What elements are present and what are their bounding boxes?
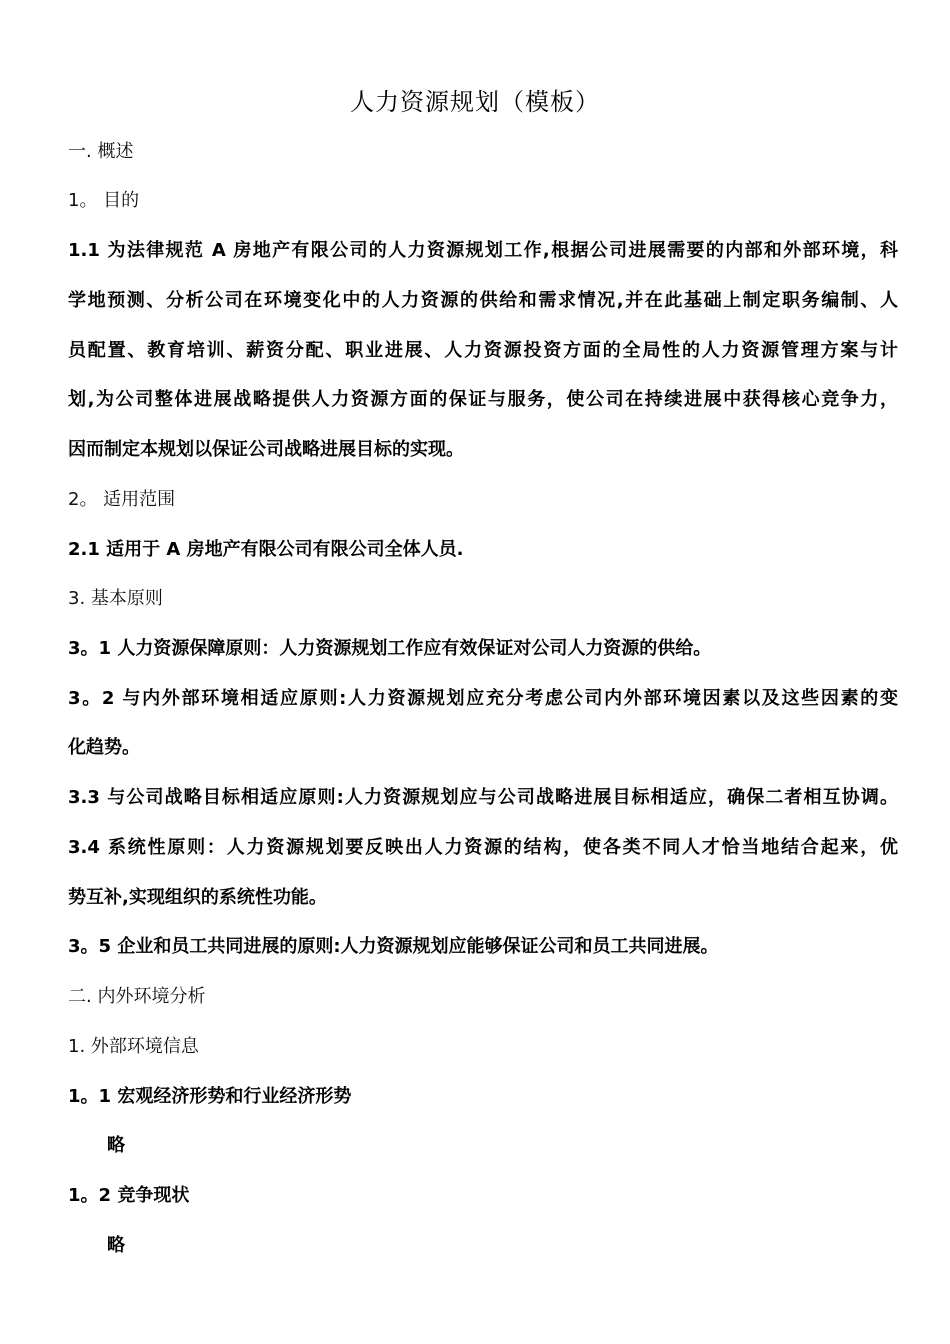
paragraph-scope: 2.1 适用于 A 房地产有限公司有限公司全体人员. [68,539,464,560]
paragraph-principle-3-2-line-1: 3。2 与内外部环境相适应原则:人力资源规划应充分考虑公司内外部环境因素以及这些因素的变 [68,688,898,709]
paragraph-purpose-line-5: 因而制定本规划以保证公司战略进展目标的实现。 [68,439,464,460]
paragraph-principle-3-4-line-1: 3.4 系统性原则：人力资源规划要反映出人力资源的结构，使各类不同人才恰当地结合起来，优 [68,837,898,858]
subsection-heading-scope: 2。 适用范围 [68,489,176,510]
item-body-macro-economy: 略 [107,1135,125,1156]
section-heading-environment: 二. 内外环境分析 [68,986,206,1007]
paragraph-purpose-line-1: 1.1 为法律规范 A 房地产有限公司的人力资源规划工作,根据公司进展需要的内部和外部环境，科 [68,240,898,261]
paragraph-principle-3-1: 3。1 人力资源保障原则：人力资源规划工作应有效保证对公司人力资源的供给。 [68,638,712,659]
subsection-heading-purpose: 1。 目的 [68,190,140,211]
subsection-heading-external: 1. 外部环境信息 [68,1036,199,1057]
paragraph-principle-3-5: 3。5 企业和员工共同进展的原则:人力资源规划应能够保证公司和员工共同进展。 [68,936,719,957]
subsection-heading-principles: 3. 基本原则 [68,588,163,609]
section-heading-overview: 一. 概述 [68,141,134,162]
document-title: 人力资源规划（模板） [350,88,600,116]
paragraph-purpose-line-2: 学地预测、分析公司在环境变化中的人力资源的供给和需求情况,并在此基础上制定职务编制、人 [68,290,898,311]
paragraph-principle-3-3: 3.3 与公司战略目标相适应原则:人力资源规划应与公司战略进展目标相适应，确保二者相互协调。 [68,787,898,808]
paragraph-principle-3-4-line-2: 势互补,实现组织的系统性功能。 [68,887,327,908]
paragraph-purpose-line-3: 员配置、教育培训、薪资分配、职业进展、人力资源投资方面的全局性的人力资源管理方案与计 [68,340,898,361]
paragraph-principle-3-2-line-2: 化趋势。 [68,737,140,758]
item-heading-macro-economy: 1。1 宏观经济形势和行业经济形势 [68,1086,352,1107]
item-heading-competition: 1。2 竞争现状 [68,1185,190,1206]
item-body-competition: 略 [107,1235,125,1256]
paragraph-purpose-line-4: 划,为公司整体进展战略提供人力资源方面的保证与服务，使公司在持续进展中获得核心竞争力， [68,389,898,410]
